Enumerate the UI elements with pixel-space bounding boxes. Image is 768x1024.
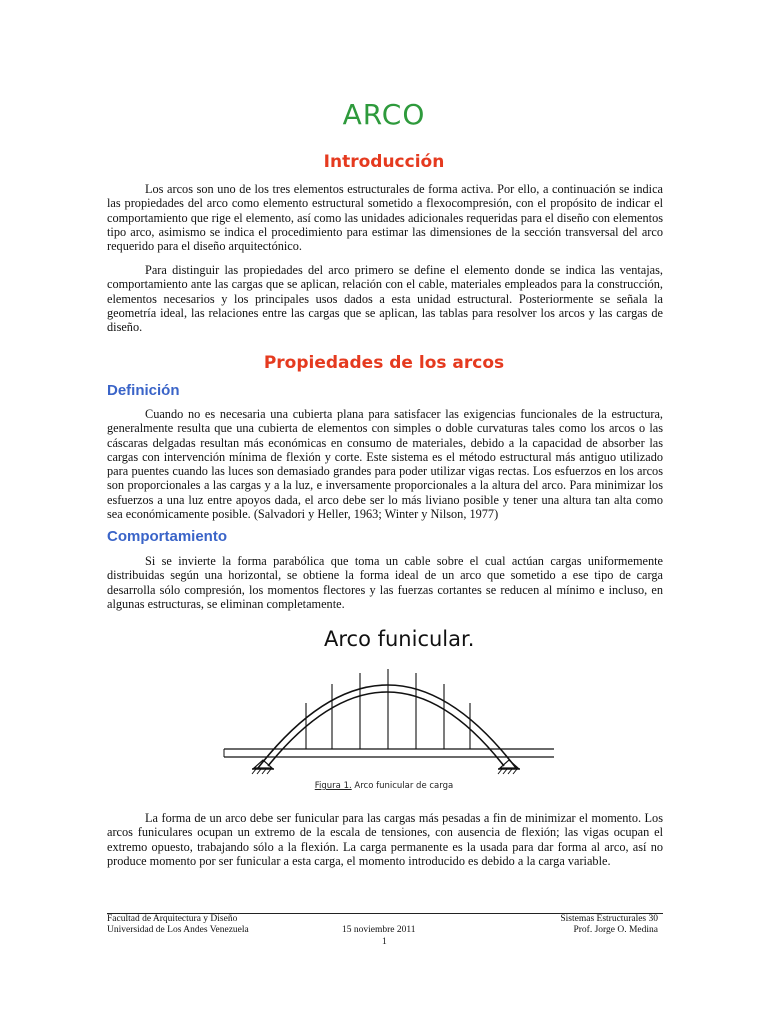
properties-heading: Propiedades de los arcos: [263, 353, 505, 373]
figure-caption: [0, 781, 768, 791]
figure-caption-text: Arco funicular de carga: [351, 781, 454, 791]
closing-paragraph: La forma de un arco debe ser funicular para las cargas más pesadas a fin de minimizar el momento. Los arcos funiculares ocupan un extremo de la escala de tensiones, con ausencia de flexión; las vigas ocupan el extremo opuesto, trabajando sólo a la flexión. La carga permanente es la usada para dar forma al arco, así no produce momento por ser funicular a esta carga, el momento introducido es debido a la carga variable.: [107, 811, 663, 868]
definicion-paragraph: Cuando no es necesaria una cubierta plana para satisfacer las exigencias funcionales de la estructura, generalmente resulta que una cubierta de elementos con simples o doble curvaturas tales como los arcos o las cáscaras delgadas resultan más económicas en consumo de materiales, debido a la capacidad de absorber las cargas con intervención mínima de flexión y corte. Este sistema es el método estructural más antiguo utilizado para puentes cuando las luces son demasiado grandes para poder utilizar vigas rectas. Los esfuerzos en los arcos son proporcionales a las cargas y a la luz, e inversamente proporcionales a la altura del arco. Para minimizar los esfuerzos a una luz entre apoyos dada, el arco debe ser lo más liviano posible y tener una altura tan alta como sea económicamente posible. (Salvadori y Heller, 1963; Winter y Nilson, 1977): [107, 407, 663, 522]
footer-date: 15 noviembre 2011: [342, 925, 416, 935]
funicular-arch-drawing: [216, 618, 556, 798]
footer-course: Sistemas Estructurales 30: [560, 914, 658, 924]
footer-faculty: Facultad de Arquitectura y Diseño: [107, 914, 238, 924]
intro-heading: Introducción: [323, 152, 445, 172]
drawing-title: Arco funicular.: [324, 627, 475, 651]
page-number: 1: [382, 937, 387, 947]
arch-figure: [216, 618, 556, 798]
footer-university: Universidad de Los Andes Venezuela: [107, 925, 249, 935]
footer-right: [560, 914, 658, 936]
footer-left: [107, 914, 249, 936]
figure-caption-label: Figura 1.: [314, 781, 352, 791]
comportamiento-heading: Comportamiento: [107, 528, 227, 545]
intro-paragraph-1: Los arcos son uno de los tres elementos estructurales de forma activa. Por ello, a continuación se indica las propiedades del arco como elemento estructural sometido a flexocompresión, con el propósito de indicar el comportamiento que rige el elemento, así como las unidades adicionales requeridas para el diseño con elementos tipo arco, asimismo se indica el procedimiento para estimar las dimensiones de la sección transversal del arco requerido para el diseño arquitectónico.: [107, 182, 663, 254]
definicion-heading: Definición: [107, 382, 180, 399]
footer-professor: Prof. Jorge O. Medina: [573, 925, 658, 935]
intro-paragraph-2: Para distinguir las propiedades del arco primero se define el elemento donde se indica las ventajas, comportamiento ante las cargas que se aplican, relación con el cable, materiales empleados para la construcción, elementos necesarios y los principales usos dados a esta unidad estructural. Posteriormente se señala la geometría ideal, las relaciones entre las cargas que se aplican, las tablas para resolver los arcos y las cargas de diseño.: [107, 263, 663, 335]
document-title: ARCO: [342, 98, 426, 131]
comportamiento-paragraph: Si se invierte la forma parabólica que toma un cable sobre el cual actúan cargas uniformemente distribuidas según una horizontal, se obtiene la forma ideal de un arco que sometido a ese tipo de carga desarrolla sólo compresión, los momentos flectores y las fuerzas cortantes se reducen al mínimo e incluso, en algunas estructuras, se eliminan completamente.: [107, 554, 663, 611]
